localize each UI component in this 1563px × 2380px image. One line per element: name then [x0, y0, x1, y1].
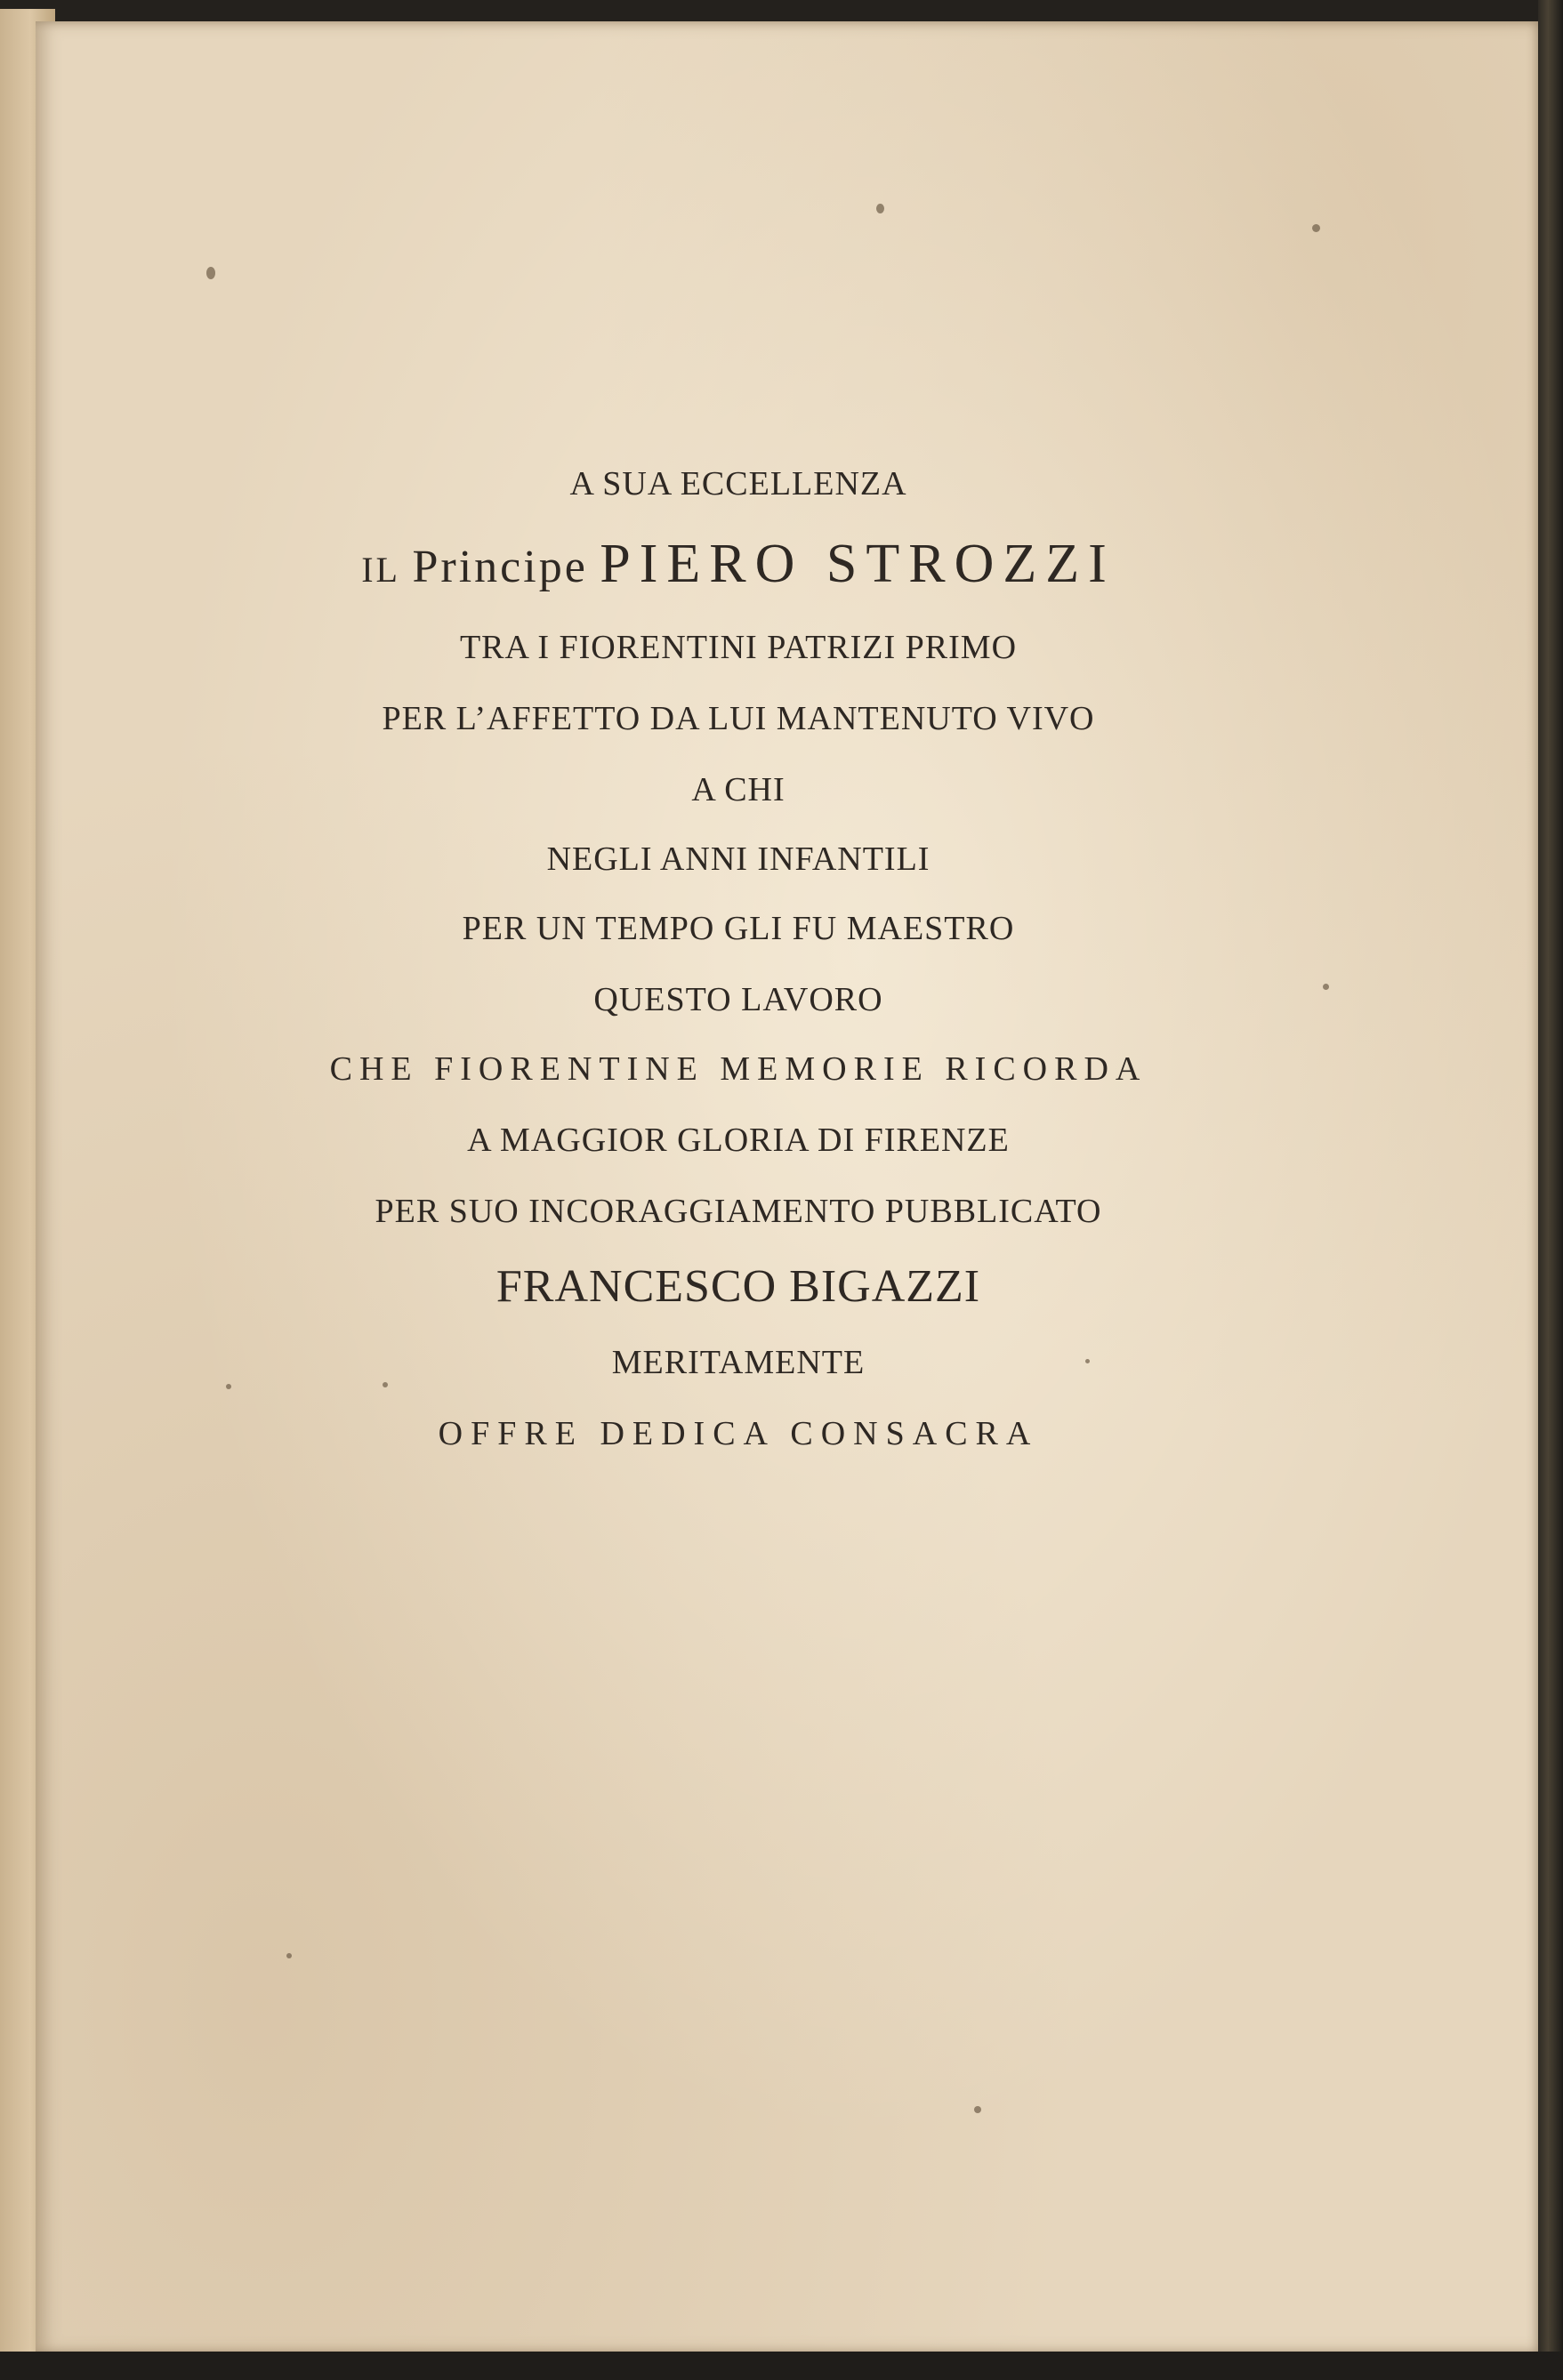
dedication-line: PER UN TEMPO GLI FU MAESTRO [462, 910, 1015, 947]
dedicatee-name: PIERO STROZZI [600, 534, 1116, 594]
dedication-line: A CHI [691, 771, 786, 808]
foxing-spot [1323, 984, 1329, 990]
foxing-spot [876, 204, 884, 213]
dedication-line: OFFRE DEDICA CONSACRA [438, 1415, 1039, 1452]
author-name: FRANCESCO BIGAZZI [495, 1261, 981, 1312]
dedication-line: A SUA ECCELLENZA [569, 465, 907, 503]
dedication-line: TRA I FIORENTINI PATRIZI PRIMO [459, 629, 1018, 666]
dedication-line: NEGLI ANNI INFANTILI [546, 840, 931, 878]
foxing-spot [226, 1384, 231, 1389]
right-binding-edge [1538, 0, 1563, 2380]
dedicatee-line [267, 534, 1210, 594]
dedicatee-article: IL [361, 550, 400, 590]
foxing-spot [286, 1953, 292, 1958]
dedication-line: MERITAMENTE [611, 1344, 866, 1381]
dedication-line: PER SUO INCORAGGIAMENTO PUBBLICATO [375, 1193, 1102, 1230]
foxing-spot [974, 2106, 981, 2113]
foxing-spot [1312, 224, 1320, 232]
dedication-line: PER L’AFFETTO DA LUI MANTENUTO VIVO [382, 700, 1095, 737]
dedication-line: A MAGGIOR GLORIA DI FIRENZE [467, 1122, 1010, 1159]
dedication-line: QUESTO LAVORO [593, 981, 883, 1018]
bottom-binding-edge [0, 2352, 1563, 2380]
foxing-spot [206, 267, 215, 279]
dedication-line: CHE FIORENTINE MEMORIE RICORDA [329, 1050, 1148, 1088]
dedication-block [267, 458, 1210, 1451]
dedicatee-title: Principe [412, 542, 588, 592]
